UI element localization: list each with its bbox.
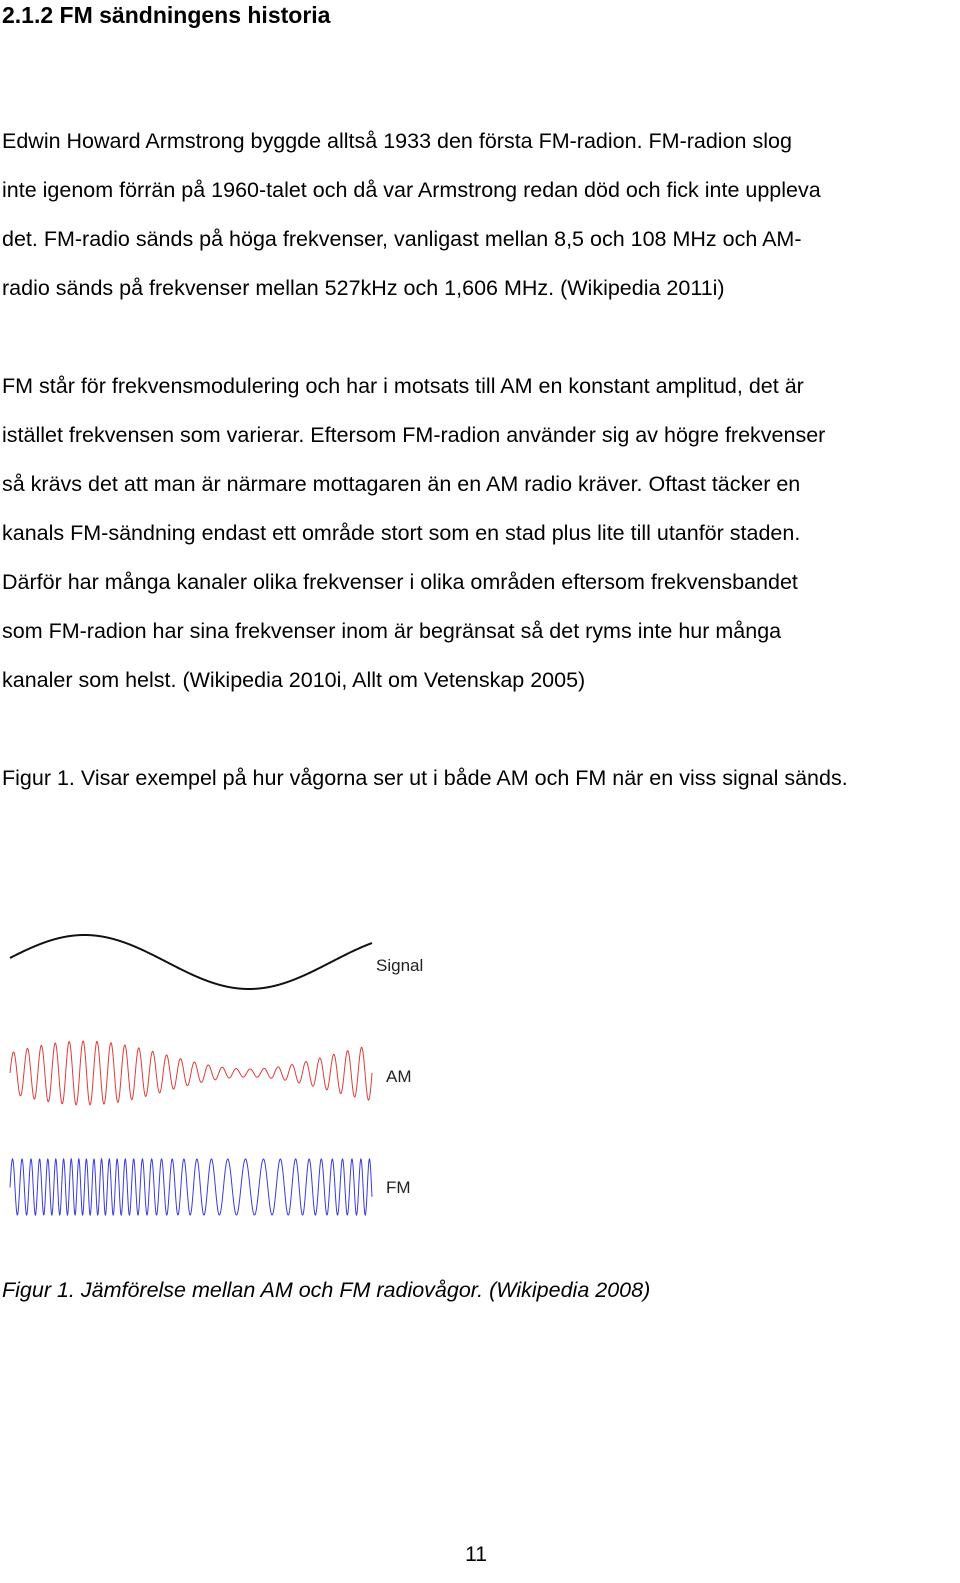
am-waveform [10,1041,372,1105]
paragraph-line: Därför har många kanaler olika frekvenser i olika områden eftersom frekvensbandet [2,570,798,594]
section-heading: 2.1.2 FM sändningens historia [2,2,331,28]
am-label: AM [386,1067,412,1086]
paragraph-line: kanaler som helst. (Wikipedia 2010i, Allt om Vetenskap 2005) [2,668,586,692]
paragraph-line: radio sänds på frekvenser mellan 527kHz och 1,606 MHz. (Wikipedia 2011i) [2,276,725,300]
fm-label: FM [386,1178,411,1197]
paragraph-line: som FM-radion har sina frekvenser inom är begränsat så det ryms inte hur många [2,619,782,643]
figure-caption: Figur 1. Jämförelse mellan AM och FM radiovågor. (Wikipedia 2008) [2,1278,651,1302]
paragraph-line: kanals FM-sändning endast ett område stort som en stad plus lite till utanför staden. [2,521,801,545]
am-fm-figure [6,905,430,1235]
paragraph-line: FM står för frekvensmodulering och har i motsats till AM en konstant amplitud, det är [2,374,804,398]
paragraph-line: det. FM-radio sänds på höga frekvenser, vanligast mellan 8,5 och 108 MHz och AM- [2,227,802,251]
fm-waveform [10,1159,372,1215]
paragraph-line: inte igenom förrän på 1960-talet och då var Armstrong redan död och fick inte uppleva [2,178,821,202]
am-fm-waveform-illustration [6,905,430,1235]
signal-label: Signal [376,956,424,975]
paragraph-line: Edwin Howard Armstrong byggde alltså 1933 den första FM-radion. FM-radion slog [2,129,792,153]
paragraph-line: Figur 1. Visar exempel på hur vågorna ser ut i både AM och FM när en viss signal sänds. [2,766,848,790]
paragraph-figure-intro [2,754,952,803]
page-number: 11 [465,1543,487,1566]
paragraph-line: istället frekvensen som varierar. Eftersom FM-radion använder sig av högre frekvenser [2,423,826,447]
paragraph-fm-explained [2,362,952,705]
signal-waveform [10,935,372,989]
paragraph-line: så krävs det att man är närmare mottagaren än en AM radio kräver. Oftast täcker en [2,472,801,496]
paragraph-history [2,117,952,313]
